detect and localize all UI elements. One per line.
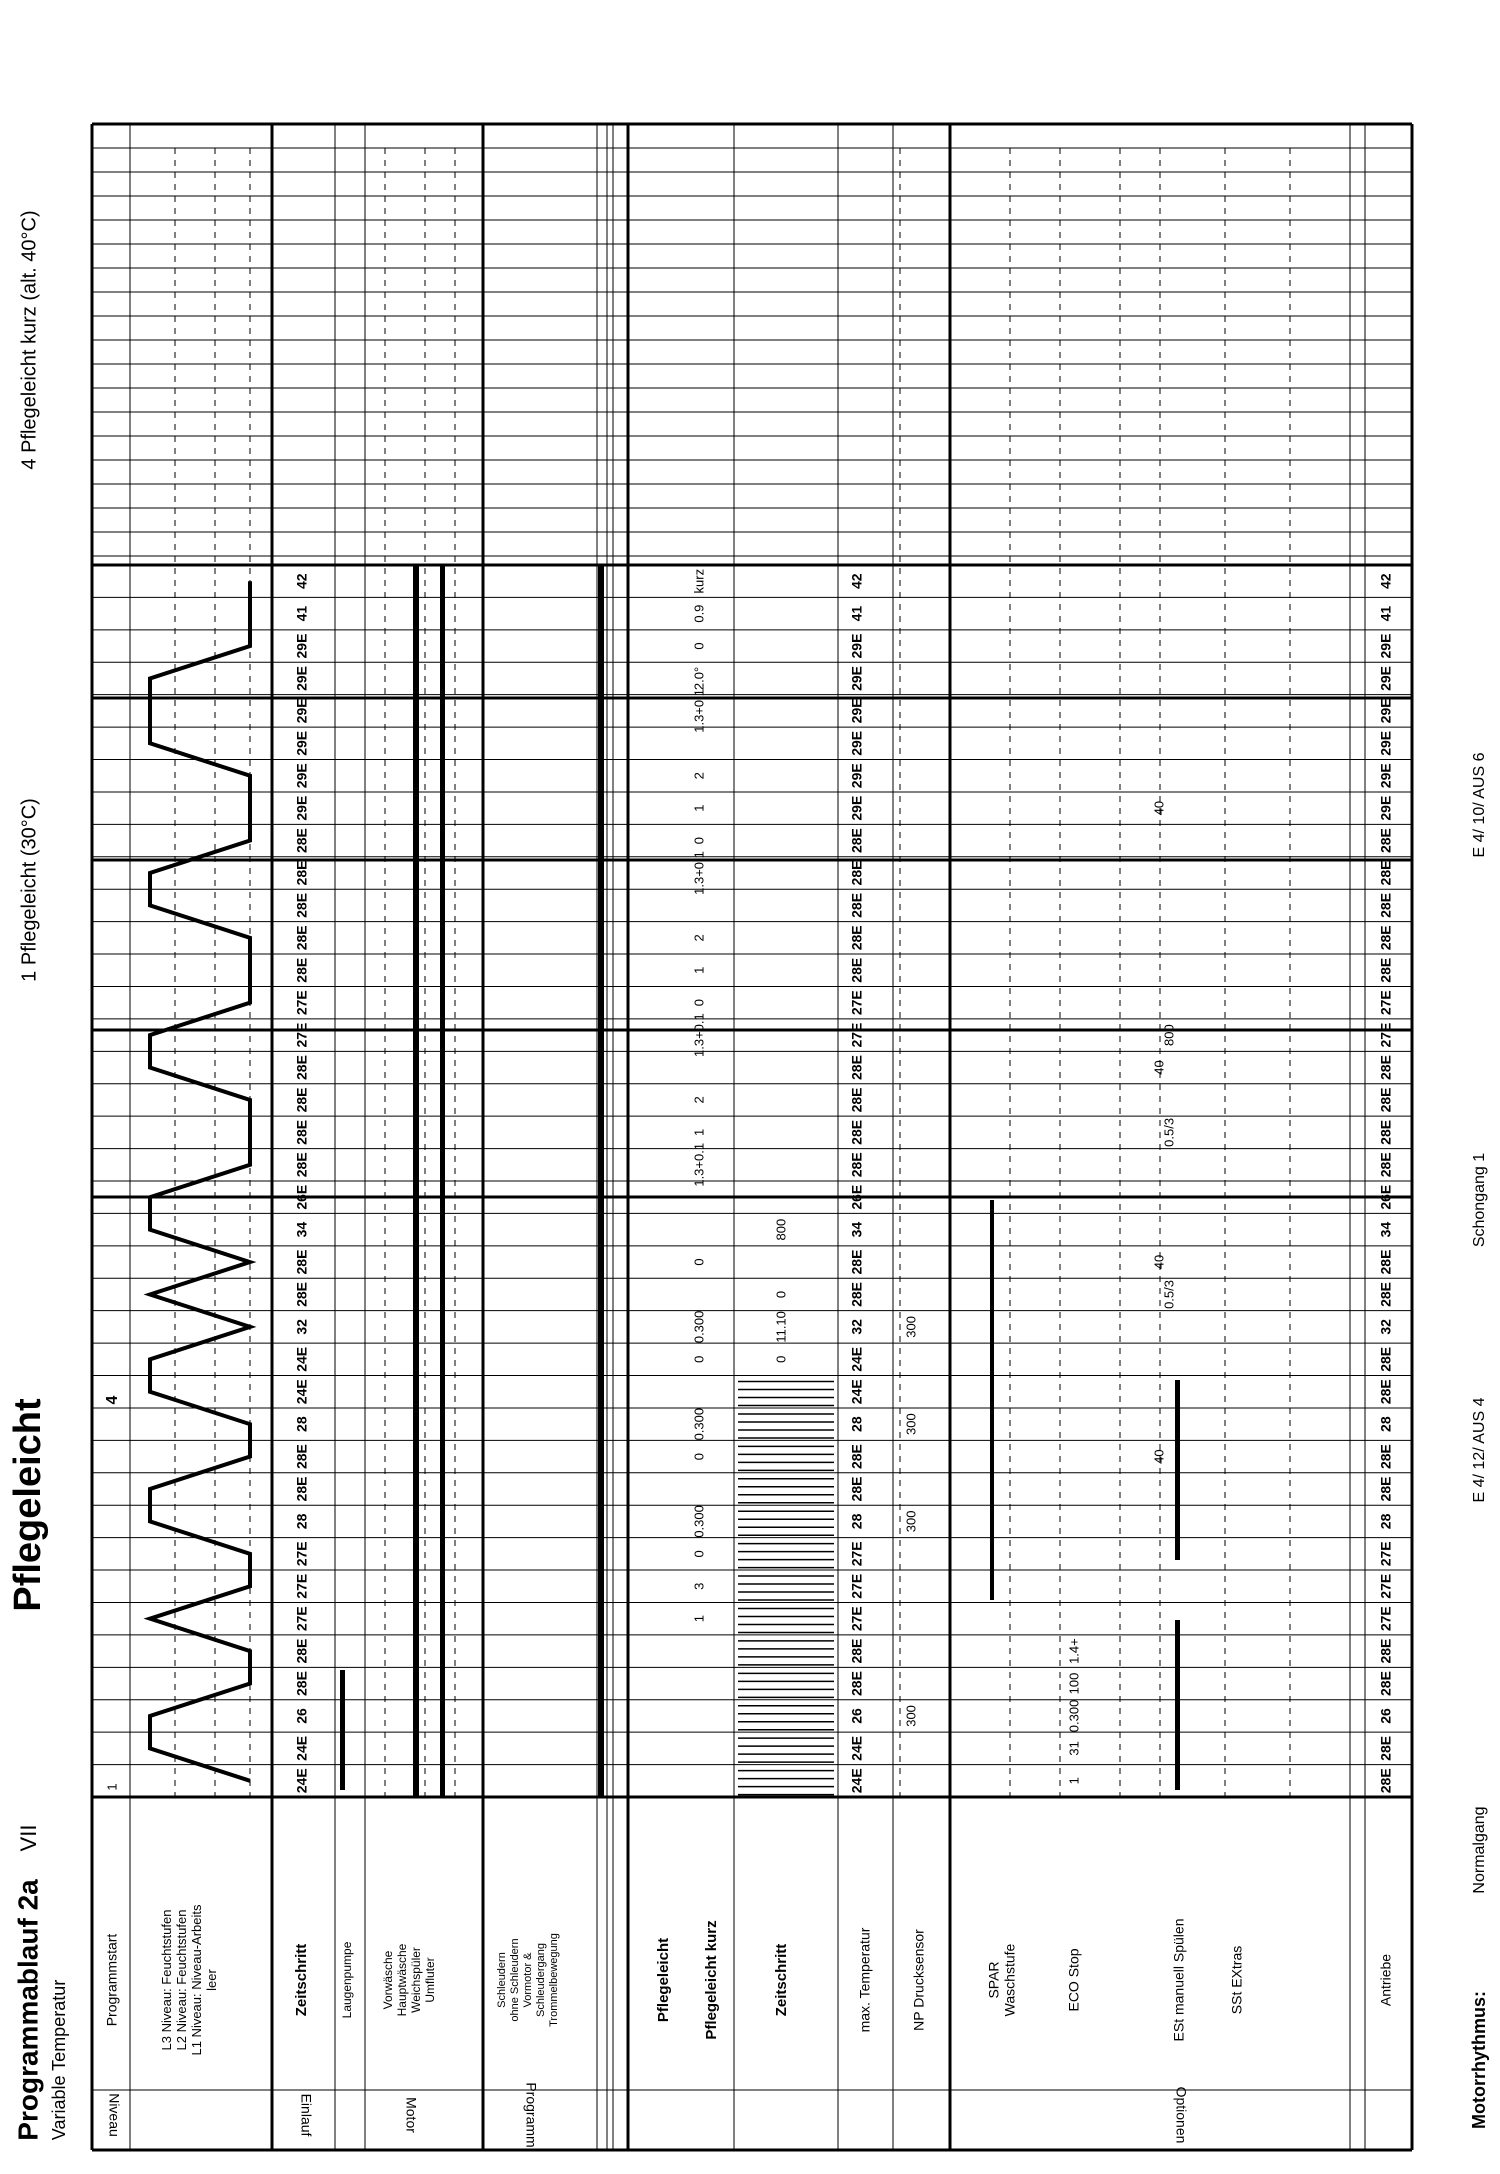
antrieb-cell: 29E [1377, 633, 1394, 659]
temp-cell: 300 [903, 1510, 919, 1533]
antrieb-cell: 32 [1377, 1319, 1394, 1335]
antrieb-cell: 28E [1377, 1476, 1394, 1502]
zeitschritt-cell: 42 [293, 573, 310, 589]
zeitschritt-cell: 28E [848, 1476, 865, 1502]
zeitschritt-cell: 28E [848, 1119, 865, 1145]
zeitschritt-cell: 41 [848, 605, 865, 622]
group-label: Optionen [1173, 2086, 1190, 2144]
group-label: Niveau [106, 2093, 123, 2137]
zeitschritt-cell: 27E [848, 1606, 865, 1632]
zeitschritt-cell: 28 [293, 1513, 310, 1530]
zeitschritt-cell: 27E [848, 1573, 865, 1599]
pflegeleicht-cell: 0 [691, 642, 707, 650]
zeitschritt-cell: 28E [848, 1638, 865, 1664]
zeitschritt-cell: 28E [293, 1671, 310, 1696]
antrieb-cell: 29E [1377, 666, 1394, 691]
spar-value: 0.300 [1066, 1699, 1082, 1733]
pflegeleicht-cell: 1.3+0.1 [691, 1013, 707, 1057]
zeitschritt-cell: 28E [293, 1476, 310, 1502]
zeitschritt-cell: 29E [848, 763, 865, 789]
kurz-cell: 800 [773, 1218, 789, 1241]
zeitschritt-cell: 28E [848, 925, 865, 951]
antrieb-cell: 28 [1377, 1513, 1394, 1530]
zeitschritt-cell: 28E [293, 860, 310, 886]
zeitschritt-cell: 29E [293, 795, 310, 821]
antrieb-cell: 28E [1377, 1735, 1394, 1761]
program-name: Pflegeleicht [7, 1398, 50, 1612]
group-label: Einlauf [298, 2093, 315, 2137]
option-bar [990, 1200, 994, 1600]
pflegeleicht-cell: 1 [691, 1128, 707, 1136]
antrieb-cell: 28 [1377, 1416, 1394, 1432]
zeitschritt-cell: 26 [293, 1708, 310, 1724]
zeitschritt-cell: 28E [293, 1152, 310, 1178]
pflegeleicht-cell: 2 [691, 1096, 707, 1104]
antrieb-cell: 28E [1377, 1087, 1394, 1113]
zeitschritt-cell: 28E [848, 1055, 865, 1080]
row-label: ohne Schleudern [508, 1938, 521, 2022]
zeitschritt-cell: 28E [293, 1249, 310, 1275]
zeitschritt-cell: 32 [848, 1319, 865, 1335]
pflegeleicht-cell: 0.300 [691, 1407, 707, 1441]
antrieb-cell: 27E [1377, 1022, 1394, 1048]
row-label: Laugenpumpe [340, 1941, 355, 2019]
pflegeleicht-cell: 2 [691, 934, 707, 942]
spar-value: 1 [1066, 1777, 1082, 1785]
eco-value: 0.5/3 [1161, 1117, 1177, 1147]
antrieb-cell: 28E [1377, 1379, 1394, 1405]
kurz-cell: 0 [773, 1290, 789, 1299]
antrieb-cell: 28E [1377, 1444, 1394, 1470]
pflegeleicht-cell: 0 [691, 836, 707, 845]
pflegeleicht-cell: 0 [691, 1258, 707, 1266]
zeitschritt-cell: 28E [293, 1282, 310, 1307]
footer-motor-label: Motorrhythmus: [1468, 1991, 1489, 2129]
row-label: Zeitschritt [772, 1943, 790, 2017]
option-mark: 40 [1151, 1254, 1167, 1270]
footer-item: Normalgang [1471, 1806, 1489, 1894]
zeitschritt-cell: 28 [293, 1416, 310, 1432]
option-bar [1175, 1620, 1180, 1790]
zeitschritt-cell: 28E [293, 1119, 310, 1145]
antrieb-cell: 29E [1377, 698, 1394, 724]
row-label: L1 Niveau: Niveau-Arbeits [188, 1904, 204, 2056]
pflegeleicht-cell: 0.300 [691, 1505, 707, 1538]
option-mark: 40 [1151, 1449, 1167, 1464]
antrieb-cell: 29E [1377, 763, 1394, 789]
zeitschritt-cell: 29E [848, 666, 865, 691]
zeitschritt-cell: 28E [848, 1282, 865, 1307]
variant-label: VII [15, 1824, 41, 1852]
zeitschritt-cell: 26 [848, 1708, 865, 1724]
antrieb-cell: 27E [1377, 1606, 1394, 1632]
zeitschritt-cell: 28E [848, 828, 865, 854]
zeitschritt-cell: 24E [293, 1768, 310, 1794]
zeitschritt-cell: 28 [848, 1513, 865, 1530]
zeitschritt-cell: 29E [293, 633, 310, 659]
eco-value: 0.5/3 [1161, 1280, 1177, 1309]
zeitschritt-cell: 29E [848, 795, 865, 821]
zeitschritt-cell: 28E [848, 1249, 865, 1275]
row-label: Hauptwäsche [395, 1943, 410, 2017]
zeitschritt-cell: 28E [848, 1087, 865, 1113]
footer-item: E 4/ 12/ AUS 4 [1471, 1397, 1489, 1503]
spar-value: 1.4+ [1066, 1638, 1082, 1664]
antrieb-cell: 28E [1377, 957, 1394, 983]
marker-4: 4 Pflegeleicht kurz (alt. 40°C) [18, 210, 41, 470]
row-label: Schleudergang [534, 1942, 547, 2018]
antrieb-cell: 28E [1377, 1671, 1394, 1696]
zeitschritt-cell: 42 [848, 573, 865, 589]
pflegeleicht-cell: 3 [691, 1582, 707, 1590]
row-label: leer [203, 1969, 219, 1991]
zeitschritt-cell: 29E [293, 763, 310, 789]
zeitschritt-cell: 29E [848, 730, 865, 756]
antrieb-cell: 29E [1377, 730, 1394, 756]
row-label: SPAR [985, 1961, 1002, 1999]
zeitschritt-cell: 28E [293, 828, 310, 854]
pflegeleicht-cell: 0 [691, 1550, 707, 1558]
temp-cell: 300 [903, 1413, 919, 1436]
row-label: Programmstart [103, 1933, 120, 2027]
zeitschritt-cell: 28E [293, 1638, 310, 1664]
zeitschritt-cell: 24E [848, 1346, 865, 1372]
pflegeleicht-cell: 2 [691, 772, 707, 780]
antrieb-cell: 28E [1377, 892, 1394, 918]
antrieb-cell: 42 [1377, 573, 1394, 589]
zeitschritt-cell: 26E [293, 1184, 310, 1210]
zeitschritt-cell: 29E [293, 666, 310, 691]
zeitschritt-cell: 28E [293, 1087, 310, 1113]
pflegeleicht-cell: 0 [691, 1355, 707, 1363]
footer-item: E 4/ 10/ AUS 6 [1471, 752, 1489, 858]
motor-bar [440, 565, 445, 1797]
eco-value: 800 [1161, 1024, 1177, 1046]
antrieb-cell: 28E [1377, 860, 1394, 886]
pflegeleicht-cell: 1 [691, 966, 707, 974]
row-label: Pflegeleicht [654, 1937, 672, 2023]
row-label: Zeitschritt [292, 1943, 310, 2017]
motor-bar [598, 565, 604, 1797]
zeitschritt-cell: 32 [293, 1319, 310, 1335]
antrieb-cell: 28E [1377, 1119, 1394, 1145]
spar-value: 31 [1066, 1741, 1082, 1756]
zeitschritt-cell: 28E [293, 957, 310, 983]
row-label: Weichspüler [409, 1947, 424, 2013]
kurz-cell: 11.10 [773, 1311, 789, 1343]
row-label: Trommelbewegung [547, 1933, 560, 2027]
zeitschritt-cell: 24E [848, 1735, 865, 1761]
pflegeleicht-cell: 1.3+0.1 [691, 1142, 707, 1187]
zeitschritt-cell: 27E [848, 1022, 865, 1048]
row-label: ECO Stop [1065, 1948, 1082, 2012]
pflegeleicht-cell: kurz [691, 568, 707, 594]
spar-value: 100 [1066, 1672, 1082, 1695]
antrieb-cell: 28E [1377, 828, 1394, 854]
motor-bar [413, 565, 419, 1797]
antrieb-cell: 27E [1377, 1541, 1394, 1567]
zeitschritt-cell: 28E [848, 892, 865, 918]
zeitschritt-cell: 27E [848, 1541, 865, 1567]
antrieb-cell: 28E [1377, 1638, 1394, 1664]
zeitschritt-cell: 29E [848, 698, 865, 724]
antrieb-cell: 28E [1377, 1152, 1394, 1178]
zeitschritt-cell: 27E [293, 1022, 310, 1048]
zeitschritt-cell: 28E [293, 925, 310, 951]
antrieb-cell: 29E [1377, 795, 1394, 821]
zeitschritt-cell: 28E [293, 892, 310, 918]
zeitschritt-cell: 28E [848, 957, 865, 983]
pflegeleicht-cell: 1 [691, 1615, 707, 1623]
zeitschritt-cell: 24E [293, 1379, 310, 1405]
zeitschritt-cell: 29E [293, 730, 310, 756]
page-title: Programmablauf 2a [12, 1879, 44, 2141]
zeitschritt-cell: 27E [293, 1606, 310, 1632]
pflegeleicht-cell: 2.0° [691, 666, 707, 691]
pflegeleicht-cell: 0.300 [691, 1310, 707, 1344]
zeitschritt-cell: 28E [848, 1671, 865, 1696]
zeitschritt-cell: 28E [848, 1444, 865, 1470]
einlauf-bar [340, 1670, 345, 1790]
antrieb-cell: 41 [1377, 605, 1394, 622]
row-label: ESt manuell Spülen [1170, 1918, 1187, 2042]
group-label: Programm [523, 2082, 540, 2148]
pflegeleicht-cell: 0.9 [691, 604, 707, 623]
zeitschritt-cell: 34 [848, 1221, 865, 1238]
page-subtitle: Variable Temperatur [48, 1979, 69, 2141]
zeitschritt-cell: 29E [848, 633, 865, 659]
antrieb-cell: 28E [1377, 1249, 1394, 1275]
zeitschritt-cell: 24E [293, 1346, 310, 1372]
row-label: Umfluter [423, 1957, 438, 2003]
zeitschritt-cell: 27E [293, 1541, 310, 1567]
pflegeleicht-cell: 0 [691, 1452, 707, 1461]
marker-1: 1 Pflegeleicht (30°C) [18, 798, 41, 982]
option-bar [1175, 1380, 1180, 1560]
zeitschritt-cell: 24E [293, 1735, 310, 1761]
zeitschritt-cell: 24E [848, 1379, 865, 1405]
row-label: Antriebe [1377, 1953, 1394, 2007]
antrieb-cell: 34 [1377, 1221, 1394, 1238]
step-marker: 1 [104, 1783, 120, 1791]
row-label: Vormotor & [521, 1952, 534, 2008]
zeitschritt-cell: 27E [293, 990, 310, 1016]
row-label: L2 Niveau: Feuchtstufen [173, 1909, 189, 2051]
footer-item: Schongang 1 [1471, 1152, 1489, 1248]
row-label: Schleudern [495, 1952, 508, 2008]
zeitschritt-cell: 34 [293, 1221, 310, 1238]
zeitschritt-cell: 24E [848, 1768, 865, 1794]
antrieb-cell: 27E [1377, 990, 1394, 1016]
antrieb-cell: 28E [1377, 1346, 1394, 1372]
zeitschritt-cell: 29E [293, 698, 310, 724]
pflegeleicht-cell: 1.3+0.1 [691, 851, 707, 895]
row-label: Vorwäsche [381, 1950, 396, 2010]
row-label: max. Temperatur [856, 1927, 873, 2033]
row-label: SSt EXtras [1228, 1945, 1245, 2015]
step-marker: 4 [104, 1395, 122, 1405]
zeitschritt-cell: 28 [848, 1416, 865, 1432]
group-label: Motor [403, 2097, 420, 2133]
antrieb-cell: 28E [1377, 1768, 1394, 1794]
row-label: Pflegeleicht kurz [702, 1920, 720, 2040]
zeitschritt-cell: 28E [293, 1055, 310, 1080]
antrieb-cell: 28E [1377, 925, 1394, 951]
pflegeleicht-cell: 0 [691, 999, 707, 1007]
zeitschritt-cell: 27E [848, 990, 865, 1016]
row-label: L3 Niveau: Feuchtstufen [158, 1909, 174, 2051]
pflegeleicht-cell: 1 [691, 804, 707, 812]
zeitschritt-cell: 26E [848, 1184, 865, 1210]
row-label: Waschstufe [1001, 1943, 1018, 2017]
zeitschritt-cell: 41 [293, 605, 310, 622]
antrieb-cell: 28E [1377, 1055, 1394, 1080]
zeitschritt-cell: 28E [848, 1152, 865, 1178]
option-mark: 40 [1151, 1060, 1167, 1075]
pflegeleicht-cell: 1.3+0.1 [691, 689, 707, 733]
kurz-cell: 0 [773, 1355, 789, 1363]
zeitschritt-cell: 28E [848, 860, 865, 886]
antrieb-cell: 26E [1377, 1184, 1394, 1210]
zeitschritt-cell: 28E [293, 1444, 310, 1470]
antrieb-cell: 27E [1377, 1573, 1394, 1599]
temp-cell: 300 [903, 1316, 919, 1338]
row-label: NP Drucksensor [910, 1929, 927, 2031]
zeitschritt-cell: 27E [293, 1573, 310, 1599]
temp-cell: 300 [903, 1705, 919, 1727]
option-mark: 40 [1151, 800, 1167, 816]
antrieb-cell: 28E [1377, 1282, 1394, 1307]
antrieb-cell: 26 [1377, 1708, 1394, 1724]
